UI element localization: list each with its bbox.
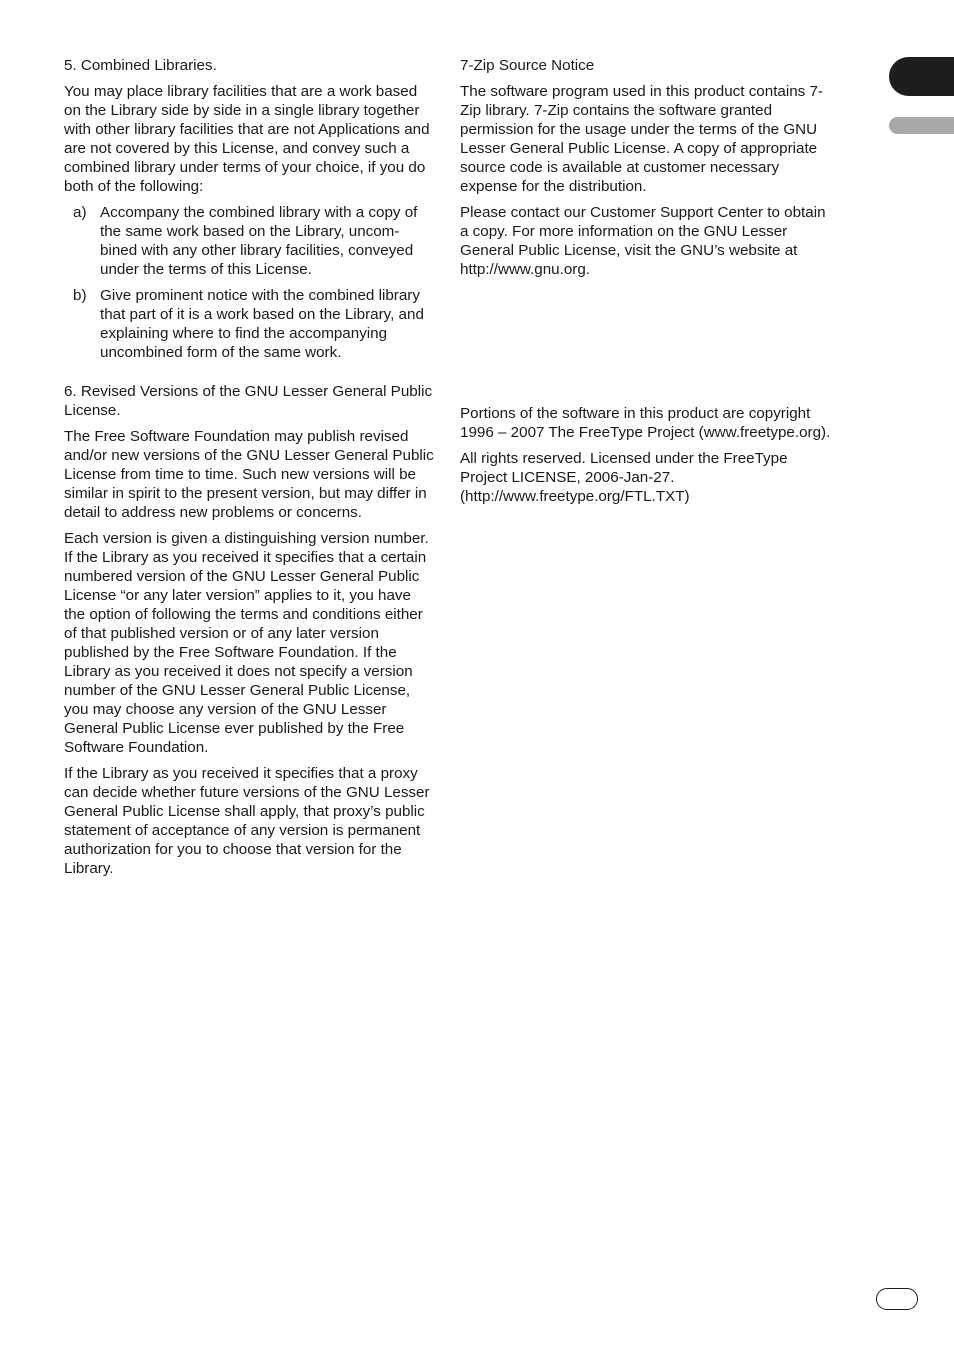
list-text-a: Accompany the combined library with a copy of the same work based on the Library, uncom-bined with any other library facilities, conveyed under the terms of this License. <box>100 204 418 278</box>
list-item-b <box>73 286 434 362</box>
list-marker-a: a) <box>73 204 87 221</box>
left-column <box>64 56 434 885</box>
section-7zip-notice <box>460 56 832 279</box>
section-5-intro: You may place library facilities that are a work based on the Library side by side in a single library together with other library facilities that are not Applications and are not covered by this License, and convey such a combined library under terms of your choice, if you do both of the following: <box>64 83 430 195</box>
list-marker-b: b) <box>73 287 87 304</box>
section-revised-versions <box>64 382 434 878</box>
language-tab <box>889 117 954 134</box>
section-6-heading: 6. Revised Versions of the GNU Lesser General Public License. <box>64 383 433 419</box>
section-6-paragraph-3: If the Library as you received it specifies that a proxy can decide whether future versions of the GNU Lesser General Public License shall apply, that proxy’s public statement of acceptance of any version is permanent authorization for you to choose that version for the Library. <box>64 765 430 877</box>
zip-heading: 7-Zip Source Notice <box>460 57 595 74</box>
section-6-paragraph-2: Each version is given a distinguishing version number. If the Library as you received it specifies that a certain numbered version of the GNU Lesser General Public License “or any later version” applies to it, you have the option of following the terms and conditions either of that published version or of any later version published by the Free Software Foundation. If the Library as you received it does not specify a version number of the GNU Lesser General Public License, you may choose any version of the GNU Lesser General Public License ever published by the Free Software Foundation. <box>64 530 429 756</box>
list-item-a <box>73 203 434 279</box>
freetype-paragraph-1: Portions of the software in this product are copyright 1996 – 2007 The FreeType Project (www.freetype.org). <box>460 405 831 441</box>
list-text-b: Give prominent notice with the combined library that part of it is a work based on the Library, and explaining where to find the accompanying uncombined form of the same work. <box>100 287 424 361</box>
page-number-badge <box>876 1288 918 1310</box>
freetype-paragraph-2: All rights reserved. Licensed under the FreeType Project LICENSE, 2006-Jan-27. (http://www.freetype.org/FTL.TXT) <box>460 450 788 505</box>
section-freetype-notice <box>460 404 832 506</box>
chapter-tab <box>889 57 954 96</box>
section-6-paragraph-1: The Free Software Foundation may publish revised and/or new versions of the GNU Lesser General Public License from time to time. Such new versions will be similar in spirit to the present version, but may differ in detail to address new problems or concerns. <box>64 428 434 521</box>
section-combined-libraries <box>64 56 434 362</box>
zip-paragraph-2: Please contact our Customer Support Center to obtain a copy. For more information on the GNU Lesser General Public License, visit the GNU’s website at http://www.gnu.org. <box>460 204 826 278</box>
right-column <box>460 56 832 513</box>
section-5-heading: 5. Combined Libraries. <box>64 57 217 74</box>
zip-paragraph-1: The software program used in this product contains 7-Zip library. 7-Zip contains the software granted permission for the usage under the terms of the GNU Lesser General Public License. A copy of appropriate source code is available at customer necessary expense for the distribution. <box>460 83 823 195</box>
